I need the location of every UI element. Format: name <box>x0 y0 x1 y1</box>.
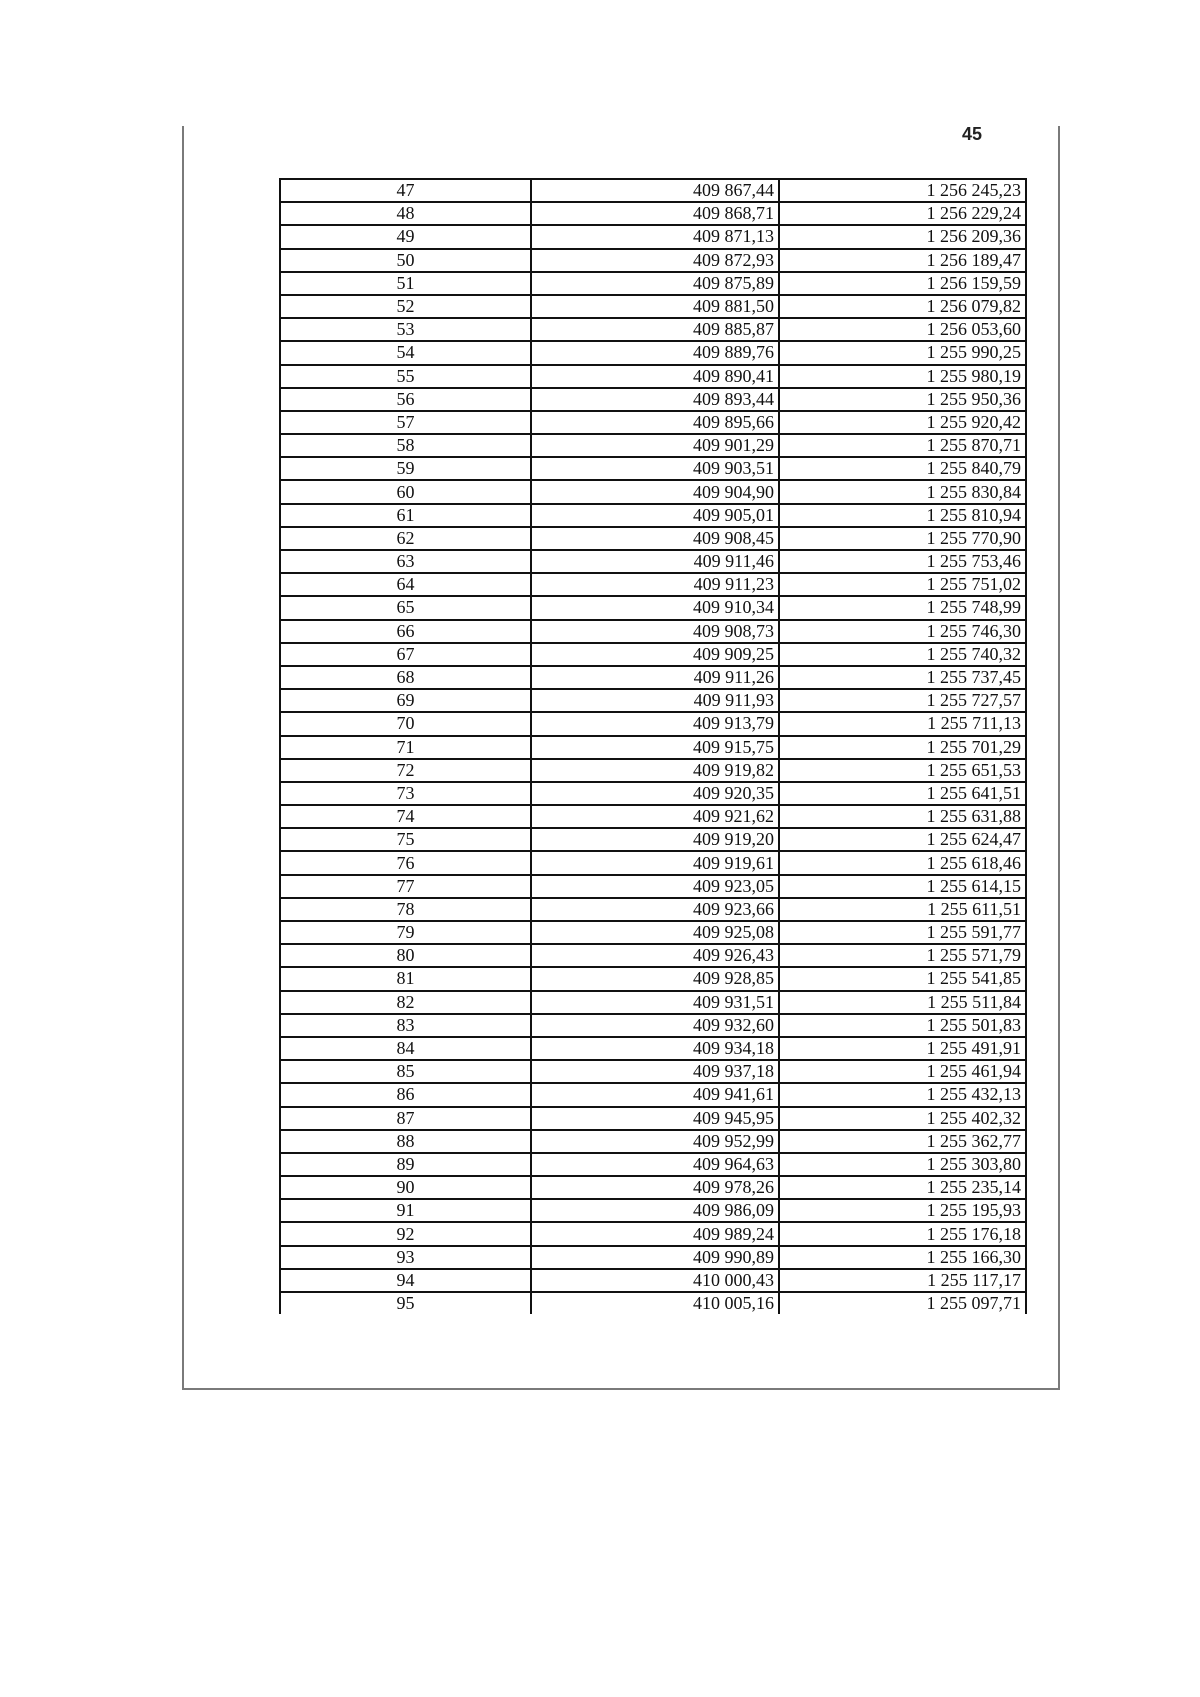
x-coordinate-cell: 409 889,76 <box>531 341 779 364</box>
point-number-cell: 80 <box>280 944 531 967</box>
table-row <box>280 689 1026 712</box>
point-number-cell: 58 <box>280 434 531 457</box>
x-coordinate-cell: 409 903,51 <box>531 457 779 480</box>
table-row <box>280 991 1026 1014</box>
x-coordinate-cell: 409 901,29 <box>531 434 779 457</box>
x-coordinate-cell: 409 937,18 <box>531 1060 779 1083</box>
y-coordinate-cell: 1 255 810,94 <box>779 504 1026 527</box>
table-row <box>280 249 1026 272</box>
point-number-cell: 54 <box>280 341 531 364</box>
table-row <box>280 596 1026 619</box>
y-coordinate-cell: 1 255 176,18 <box>779 1222 1026 1245</box>
x-coordinate-cell: 409 919,82 <box>531 759 779 782</box>
table-row <box>280 1130 1026 1153</box>
point-number-cell: 87 <box>280 1107 531 1130</box>
x-coordinate-cell: 409 895,66 <box>531 411 779 434</box>
x-coordinate-cell: 409 911,23 <box>531 573 779 596</box>
point-number-cell: 71 <box>280 736 531 759</box>
point-number-cell: 79 <box>280 921 531 944</box>
x-coordinate-cell: 409 871,13 <box>531 225 779 248</box>
y-coordinate-cell: 1 255 362,77 <box>779 1130 1026 1153</box>
x-coordinate-cell: 409 867,44 <box>531 179 779 202</box>
point-number-cell: 50 <box>280 249 531 272</box>
table-row <box>280 573 1026 596</box>
x-coordinate-cell: 409 875,89 <box>531 272 779 295</box>
y-coordinate-cell: 1 255 097,71 <box>779 1292 1026 1314</box>
coordinates-table <box>279 178 1027 1314</box>
table-row <box>280 736 1026 759</box>
x-coordinate-cell: 409 920,35 <box>531 782 779 805</box>
point-number-cell: 94 <box>280 1269 531 1292</box>
y-coordinate-cell: 1 255 746,30 <box>779 620 1026 643</box>
x-coordinate-cell: 409 911,26 <box>531 666 779 689</box>
table-row <box>280 851 1026 874</box>
point-number-cell: 51 <box>280 272 531 295</box>
y-coordinate-cell: 1 255 432,13 <box>779 1083 1026 1106</box>
y-coordinate-cell: 1 255 980,19 <box>779 365 1026 388</box>
x-coordinate-cell: 409 908,73 <box>531 620 779 643</box>
table-row <box>280 504 1026 527</box>
x-coordinate-cell: 409 890,41 <box>531 365 779 388</box>
x-coordinate-cell: 409 923,66 <box>531 898 779 921</box>
y-coordinate-cell: 1 255 701,29 <box>779 736 1026 759</box>
x-coordinate-cell: 409 941,61 <box>531 1083 779 1106</box>
y-coordinate-cell: 1 255 571,79 <box>779 944 1026 967</box>
y-coordinate-cell: 1 255 950,36 <box>779 388 1026 411</box>
x-coordinate-cell: 409 921,62 <box>531 805 779 828</box>
point-number-cell: 82 <box>280 991 531 1014</box>
x-coordinate-cell: 409 893,44 <box>531 388 779 411</box>
point-number-cell: 47 <box>280 179 531 202</box>
table-row <box>280 1107 1026 1130</box>
point-number-cell: 76 <box>280 851 531 874</box>
table-row <box>280 388 1026 411</box>
table-row <box>280 944 1026 967</box>
y-coordinate-cell: 1 255 753,46 <box>779 550 1026 573</box>
point-number-cell: 78 <box>280 898 531 921</box>
x-coordinate-cell: 409 932,60 <box>531 1014 779 1037</box>
point-number-cell: 64 <box>280 573 531 596</box>
point-number-cell: 60 <box>280 480 531 503</box>
table-row <box>280 411 1026 434</box>
y-coordinate-cell: 1 255 624,47 <box>779 828 1026 851</box>
point-number-cell: 69 <box>280 689 531 712</box>
y-coordinate-cell: 1 255 541,85 <box>779 967 1026 990</box>
y-coordinate-cell: 1 255 641,51 <box>779 782 1026 805</box>
point-number-cell: 61 <box>280 504 531 527</box>
point-number-cell: 74 <box>280 805 531 828</box>
y-coordinate-cell: 1 255 614,15 <box>779 875 1026 898</box>
y-coordinate-cell: 1 256 245,23 <box>779 179 1026 202</box>
x-coordinate-cell: 409 904,90 <box>531 480 779 503</box>
point-number-cell: 85 <box>280 1060 531 1083</box>
point-number-cell: 92 <box>280 1222 531 1245</box>
x-coordinate-cell: 409 910,34 <box>531 596 779 619</box>
table-row <box>280 967 1026 990</box>
table-row <box>280 434 1026 457</box>
x-coordinate-cell: 409 885,87 <box>531 318 779 341</box>
y-coordinate-cell: 1 256 189,47 <box>779 249 1026 272</box>
y-coordinate-cell: 1 255 748,99 <box>779 596 1026 619</box>
table-row <box>280 1153 1026 1176</box>
table-row <box>280 1222 1026 1245</box>
x-coordinate-cell: 409 909,25 <box>531 643 779 666</box>
table-row <box>280 1176 1026 1199</box>
table-row <box>280 272 1026 295</box>
y-coordinate-cell: 1 255 511,84 <box>779 991 1026 1014</box>
x-coordinate-cell: 409 986,09 <box>531 1199 779 1222</box>
y-coordinate-cell: 1 255 631,88 <box>779 805 1026 828</box>
x-coordinate-cell: 409 978,26 <box>531 1176 779 1199</box>
x-coordinate-cell: 409 911,93 <box>531 689 779 712</box>
x-coordinate-cell: 409 931,51 <box>531 991 779 1014</box>
table-row <box>280 480 1026 503</box>
y-coordinate-cell: 1 255 740,32 <box>779 643 1026 666</box>
point-number-cell: 91 <box>280 1199 531 1222</box>
y-coordinate-cell: 1 255 402,32 <box>779 1107 1026 1130</box>
table-row <box>280 225 1026 248</box>
y-coordinate-cell: 1 256 159,59 <box>779 272 1026 295</box>
coordinates-table-body <box>280 179 1026 1314</box>
table-row <box>280 828 1026 851</box>
table-row <box>280 202 1026 225</box>
table-row <box>280 365 1026 388</box>
table-row <box>280 898 1026 921</box>
x-coordinate-cell: 409 911,46 <box>531 550 779 573</box>
point-number-cell: 88 <box>280 1130 531 1153</box>
x-coordinate-cell: 409 964,63 <box>531 1153 779 1176</box>
table-row <box>280 1014 1026 1037</box>
y-coordinate-cell: 1 255 737,45 <box>779 666 1026 689</box>
table-row <box>280 179 1026 202</box>
x-coordinate-cell: 410 005,16 <box>531 1292 779 1314</box>
y-coordinate-cell: 1 255 461,94 <box>779 1060 1026 1083</box>
y-coordinate-cell: 1 255 920,42 <box>779 411 1026 434</box>
point-number-cell: 83 <box>280 1014 531 1037</box>
x-coordinate-cell: 409 989,24 <box>531 1222 779 1245</box>
y-coordinate-cell: 1 255 727,57 <box>779 689 1026 712</box>
table-row <box>280 643 1026 666</box>
y-coordinate-cell: 1 255 611,51 <box>779 898 1026 921</box>
y-coordinate-cell: 1 255 830,84 <box>779 480 1026 503</box>
x-coordinate-cell: 409 905,01 <box>531 504 779 527</box>
y-coordinate-cell: 1 255 711,13 <box>779 712 1026 735</box>
point-number-cell: 81 <box>280 967 531 990</box>
x-coordinate-cell: 409 919,61 <box>531 851 779 874</box>
x-coordinate-cell: 409 923,05 <box>531 875 779 898</box>
table-row <box>280 1269 1026 1292</box>
point-number-cell: 70 <box>280 712 531 735</box>
table-row <box>280 527 1026 550</box>
y-coordinate-cell: 1 255 501,83 <box>779 1014 1026 1037</box>
point-number-cell: 72 <box>280 759 531 782</box>
y-coordinate-cell: 1 255 618,46 <box>779 851 1026 874</box>
point-number-cell: 53 <box>280 318 531 341</box>
point-number-cell: 75 <box>280 828 531 851</box>
x-coordinate-cell: 409 908,45 <box>531 527 779 550</box>
x-coordinate-cell: 409 881,50 <box>531 295 779 318</box>
table-row <box>280 620 1026 643</box>
y-coordinate-cell: 1 255 303,80 <box>779 1153 1026 1176</box>
y-coordinate-cell: 1 255 651,53 <box>779 759 1026 782</box>
point-number-cell: 67 <box>280 643 531 666</box>
x-coordinate-cell: 409 928,85 <box>531 967 779 990</box>
point-number-cell: 63 <box>280 550 531 573</box>
point-number-cell: 55 <box>280 365 531 388</box>
table-row <box>280 1037 1026 1060</box>
point-number-cell: 57 <box>280 411 531 434</box>
x-coordinate-cell: 409 945,95 <box>531 1107 779 1130</box>
point-number-cell: 56 <box>280 388 531 411</box>
x-coordinate-cell: 409 990,89 <box>531 1246 779 1269</box>
table-row <box>280 666 1026 689</box>
table-row <box>280 1083 1026 1106</box>
y-coordinate-cell: 1 255 840,79 <box>779 457 1026 480</box>
x-coordinate-cell: 409 915,75 <box>531 736 779 759</box>
table-row <box>280 550 1026 573</box>
table-row <box>280 457 1026 480</box>
y-coordinate-cell: 1 255 770,90 <box>779 527 1026 550</box>
point-number-cell: 90 <box>280 1176 531 1199</box>
point-number-cell: 68 <box>280 666 531 689</box>
table-row <box>280 875 1026 898</box>
y-coordinate-cell: 1 255 751,02 <box>779 573 1026 596</box>
table-row <box>280 921 1026 944</box>
table-row <box>280 1199 1026 1222</box>
y-coordinate-cell: 1 255 591,77 <box>779 921 1026 944</box>
point-number-cell: 93 <box>280 1246 531 1269</box>
x-coordinate-cell: 409 934,18 <box>531 1037 779 1060</box>
point-number-cell: 95 <box>280 1292 531 1314</box>
point-number-cell: 62 <box>280 527 531 550</box>
y-coordinate-cell: 1 255 166,30 <box>779 1246 1026 1269</box>
point-number-cell: 86 <box>280 1083 531 1106</box>
point-number-cell: 49 <box>280 225 531 248</box>
point-number-cell: 48 <box>280 202 531 225</box>
y-coordinate-cell: 1 256 079,82 <box>779 295 1026 318</box>
table-row <box>280 1246 1026 1269</box>
y-coordinate-cell: 1 255 491,91 <box>779 1037 1026 1060</box>
x-coordinate-cell: 409 868,71 <box>531 202 779 225</box>
point-number-cell: 65 <box>280 596 531 619</box>
x-coordinate-cell: 409 952,99 <box>531 1130 779 1153</box>
table-row <box>280 759 1026 782</box>
table-row <box>280 805 1026 828</box>
y-coordinate-cell: 1 255 870,71 <box>779 434 1026 457</box>
point-number-cell: 59 <box>280 457 531 480</box>
x-coordinate-cell: 409 872,93 <box>531 249 779 272</box>
x-coordinate-cell: 409 926,43 <box>531 944 779 967</box>
y-coordinate-cell: 1 255 117,17 <box>779 1269 1026 1292</box>
table-row <box>280 712 1026 735</box>
table-row <box>280 782 1026 805</box>
x-coordinate-cell: 410 000,43 <box>531 1269 779 1292</box>
y-coordinate-cell: 1 256 229,24 <box>779 202 1026 225</box>
table-row <box>280 318 1026 341</box>
point-number-cell: 73 <box>280 782 531 805</box>
point-number-cell: 52 <box>280 295 531 318</box>
x-coordinate-cell: 409 913,79 <box>531 712 779 735</box>
point-number-cell: 89 <box>280 1153 531 1176</box>
table-row <box>280 295 1026 318</box>
y-coordinate-cell: 1 256 053,60 <box>779 318 1026 341</box>
point-number-cell: 84 <box>280 1037 531 1060</box>
y-coordinate-cell: 1 256 209,36 <box>779 225 1026 248</box>
point-number-cell: 66 <box>280 620 531 643</box>
x-coordinate-cell: 409 919,20 <box>531 828 779 851</box>
table-row <box>280 341 1026 364</box>
page-number: 45 <box>962 124 983 144</box>
x-coordinate-cell: 409 925,08 <box>531 921 779 944</box>
y-coordinate-cell: 1 255 195,93 <box>779 1199 1026 1222</box>
table-row <box>280 1060 1026 1083</box>
point-number-cell: 77 <box>280 875 531 898</box>
table-row <box>280 1292 1026 1314</box>
y-coordinate-cell: 1 255 235,14 <box>779 1176 1026 1199</box>
y-coordinate-cell: 1 255 990,25 <box>779 341 1026 364</box>
